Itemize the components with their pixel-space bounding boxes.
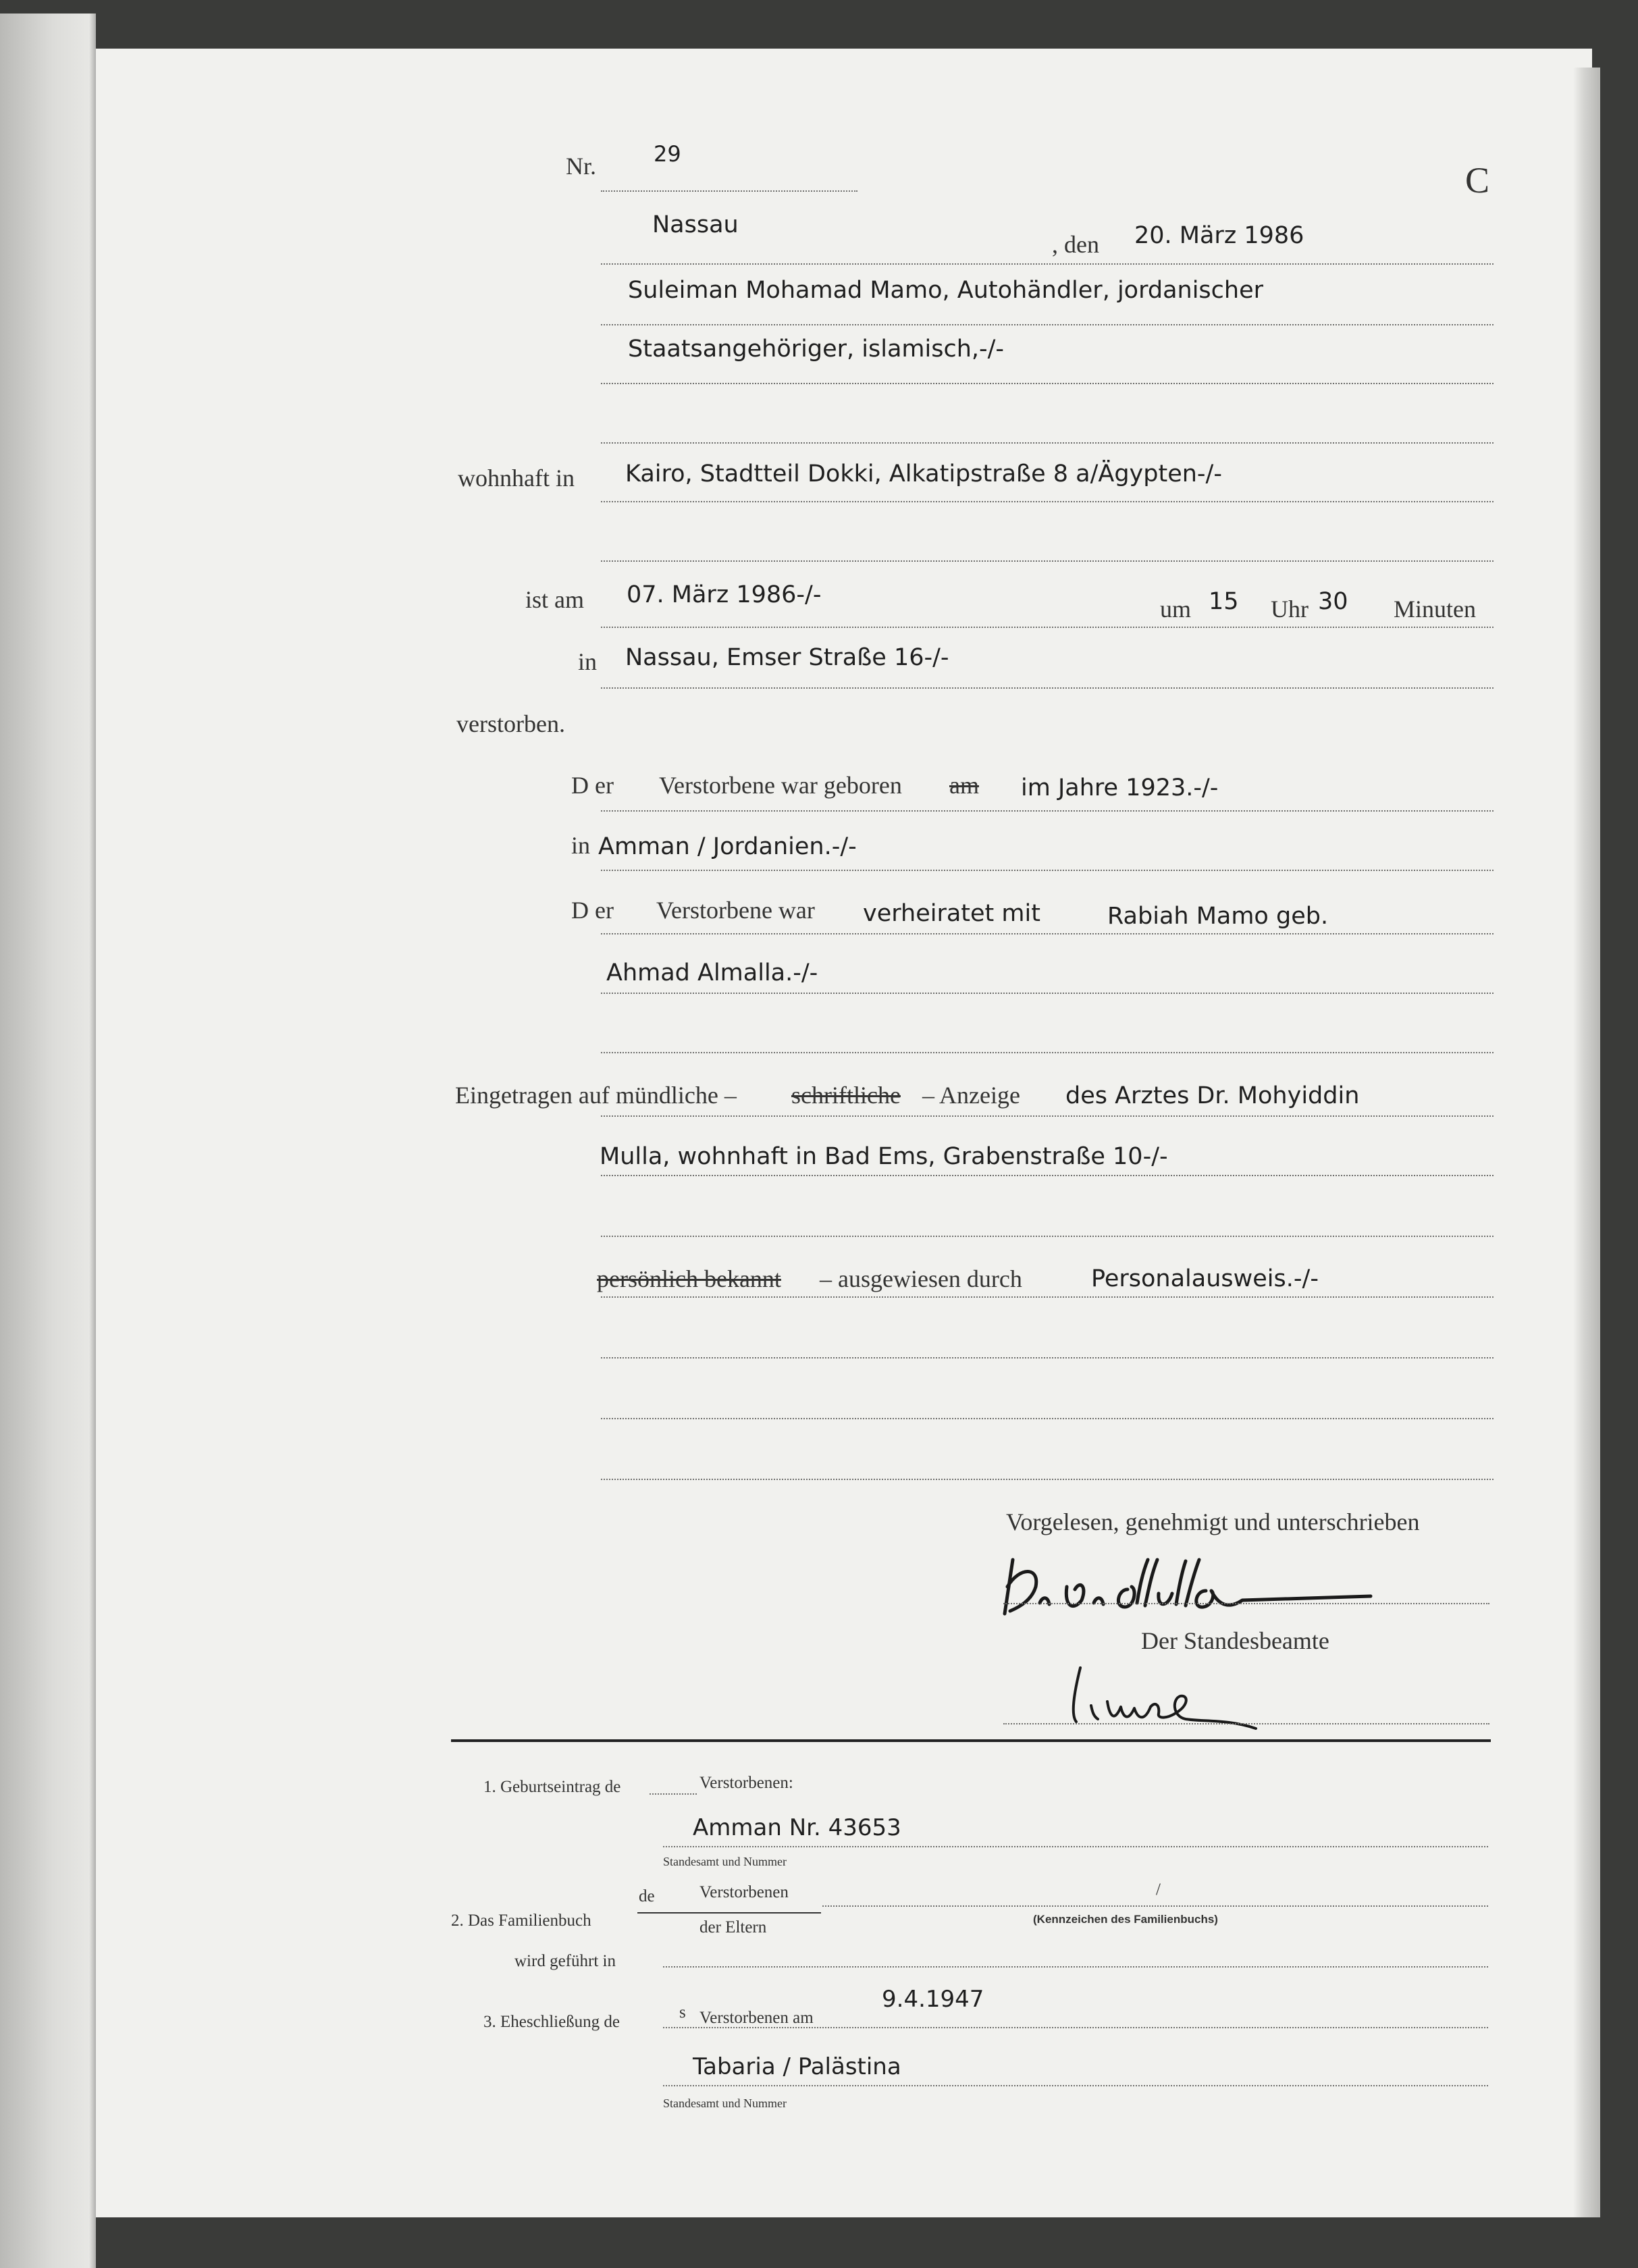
line-person-2 xyxy=(601,383,1494,384)
declarant-signature xyxy=(993,1546,1438,1627)
register-letter: C xyxy=(1465,160,1490,201)
footer-item3-label: 3. Eheschließung de xyxy=(483,2013,620,2031)
informant-line-2: Mulla, wohnhaft in Bad Ems, Grabenstraße 10-/- xyxy=(600,1143,1168,1170)
line-birth-place xyxy=(601,870,1494,871)
footer-item3-date: 9.4.1947 xyxy=(882,1986,984,2013)
birth-am-struck: am xyxy=(949,772,979,799)
line-death-date xyxy=(601,627,1494,628)
footer-item2-label2: wird geführt in xyxy=(514,1952,616,1970)
line-footer-item1 xyxy=(663,1846,1488,1847)
verstorben-label: verstorben. xyxy=(456,710,565,737)
line-registration-3 xyxy=(601,1236,1494,1237)
line-registration-2 xyxy=(601,1175,1494,1176)
nr-value: 29 xyxy=(654,141,681,167)
date-value: 20. März 1986 xyxy=(1134,222,1304,249)
hour-value: 15 xyxy=(1209,588,1239,615)
registration-label: Eingetragen auf mündliche – xyxy=(455,1082,737,1109)
line-death-place xyxy=(601,687,1494,689)
line-marriage-3 xyxy=(601,1052,1494,1053)
line-registration-1 xyxy=(601,1115,1494,1117)
death-date-label: ist am xyxy=(525,586,584,613)
line-blank-3 xyxy=(601,1479,1494,1480)
death-in-label: in xyxy=(578,648,598,675)
footer-item3-place: Tabaria / Palästina xyxy=(693,2053,901,2080)
line-marriage-1 xyxy=(601,933,1494,934)
place-value: Nassau xyxy=(652,211,739,238)
line-footer-item3b xyxy=(663,2085,1488,2086)
spouse-line-2: Ahmad Almalla.-/- xyxy=(606,959,818,986)
registration-struck-written: schriftliche xyxy=(791,1082,901,1109)
marriage-verstorbene-label: Verstorbene war xyxy=(656,897,815,924)
footer-item1-value: Amman Nr. 43653 xyxy=(693,1814,901,1841)
registrar-label: Der Standesbeamte xyxy=(1141,1627,1329,1654)
birth-place-value: Amman / Jordanien.-/- xyxy=(598,833,857,860)
footer-item3-mid: Verstorbenen am xyxy=(699,2009,814,2027)
line-blank-2 xyxy=(601,1418,1494,1419)
uhr-label: Uhr xyxy=(1271,596,1309,623)
birth-verstorbene-label: Verstorbene war geboren xyxy=(659,772,902,799)
person-line-2: Staatsangehöriger, islamisch,-/- xyxy=(628,336,1005,363)
marital-status-value: verheiratet mit xyxy=(863,900,1040,927)
page-edge xyxy=(1573,68,1600,2217)
line-footer-item2b xyxy=(663,1966,1488,1968)
residence-value: Kairo, Stadtteil Dokki, Alkatipstraße 8 a/Ägypten-/- xyxy=(625,460,1222,487)
spouse-line-1: Rabiah Mamo geb. xyxy=(1107,903,1329,930)
line-identification xyxy=(601,1296,1494,1298)
informant-line-1: des Arztes Dr. Mohyiddin xyxy=(1065,1082,1360,1109)
death-place-value: Nassau, Emser Straße 16-/- xyxy=(625,644,949,671)
line-marriage-2 xyxy=(601,993,1494,994)
footer-item3-s: s xyxy=(679,2003,686,2022)
footer-item1-caption: Standesamt und Nummer xyxy=(663,1855,787,1868)
line-residence-1 xyxy=(601,501,1494,502)
anzeige-label: – Anzeige xyxy=(922,1082,1020,1109)
line-birth-year xyxy=(601,810,1494,812)
line-declarant-signature xyxy=(1003,1603,1489,1604)
line-residence-2 xyxy=(601,560,1494,562)
residence-label: wohnhaft in xyxy=(458,465,575,492)
minuten-label: Minuten xyxy=(1394,596,1476,623)
line-blank-1 xyxy=(601,1357,1494,1359)
minute-value: 30 xyxy=(1318,588,1348,615)
struck-personally-known: persönlich bekannt xyxy=(597,1265,781,1292)
footer-item3-caption: Standesamt und Nummer xyxy=(663,2096,787,2110)
line-person-3 xyxy=(601,442,1494,444)
line-registrar-signature xyxy=(1003,1723,1489,1724)
footer-item2-option2: der Eltern xyxy=(699,1918,767,1936)
person-line-1: Suleiman Mohamad Mamo, Autohändler, jordanischer xyxy=(628,277,1264,304)
footer-item2-slash: / xyxy=(1156,1880,1161,1899)
register-page xyxy=(96,49,1592,2217)
footer-item1-suffix: Verstorbenen: xyxy=(699,1774,793,1792)
nr-line xyxy=(601,190,857,192)
birth-in-label: in xyxy=(571,832,591,859)
line-footer-item2 xyxy=(822,1905,1488,1907)
read-approved-label: Vorgelesen, genehmigt und unterschrieben xyxy=(1006,1508,1420,1535)
marriage-der-label: D er xyxy=(571,897,614,924)
footer-item2-option1: Verstorbenen xyxy=(699,1883,789,1901)
footer-item1-label: 1. Geburtseintrag de xyxy=(483,1778,621,1796)
date-label: , den xyxy=(1052,231,1099,258)
line-person-1 xyxy=(601,324,1494,325)
footer-divider xyxy=(451,1739,1491,1742)
footer-item1-short-line xyxy=(650,1793,697,1795)
footer-item2-caption: (Kennzeichen des Familienbuchs) xyxy=(1033,1913,1218,1926)
death-date-value: 07. März 1986-/- xyxy=(627,581,822,608)
nr-label: Nr. xyxy=(566,153,596,180)
line-place-date xyxy=(601,263,1494,265)
um-label: um xyxy=(1160,596,1192,623)
facing-page xyxy=(0,14,96,2268)
birth-year-value: im Jahre 1923.-/- xyxy=(1021,774,1219,801)
identified-label: – ausgewiesen durch xyxy=(820,1265,1022,1292)
birth-der-label: D er xyxy=(571,772,614,799)
footer-item2-label: 2. Das Familienbuch xyxy=(451,1911,591,1930)
footer-item2-option-divider xyxy=(637,1912,821,1914)
footer-item2-de: de xyxy=(639,1887,655,1905)
identified-value: Personalausweis.-/- xyxy=(1091,1265,1319,1292)
line-footer-item3 xyxy=(663,2027,1488,2028)
